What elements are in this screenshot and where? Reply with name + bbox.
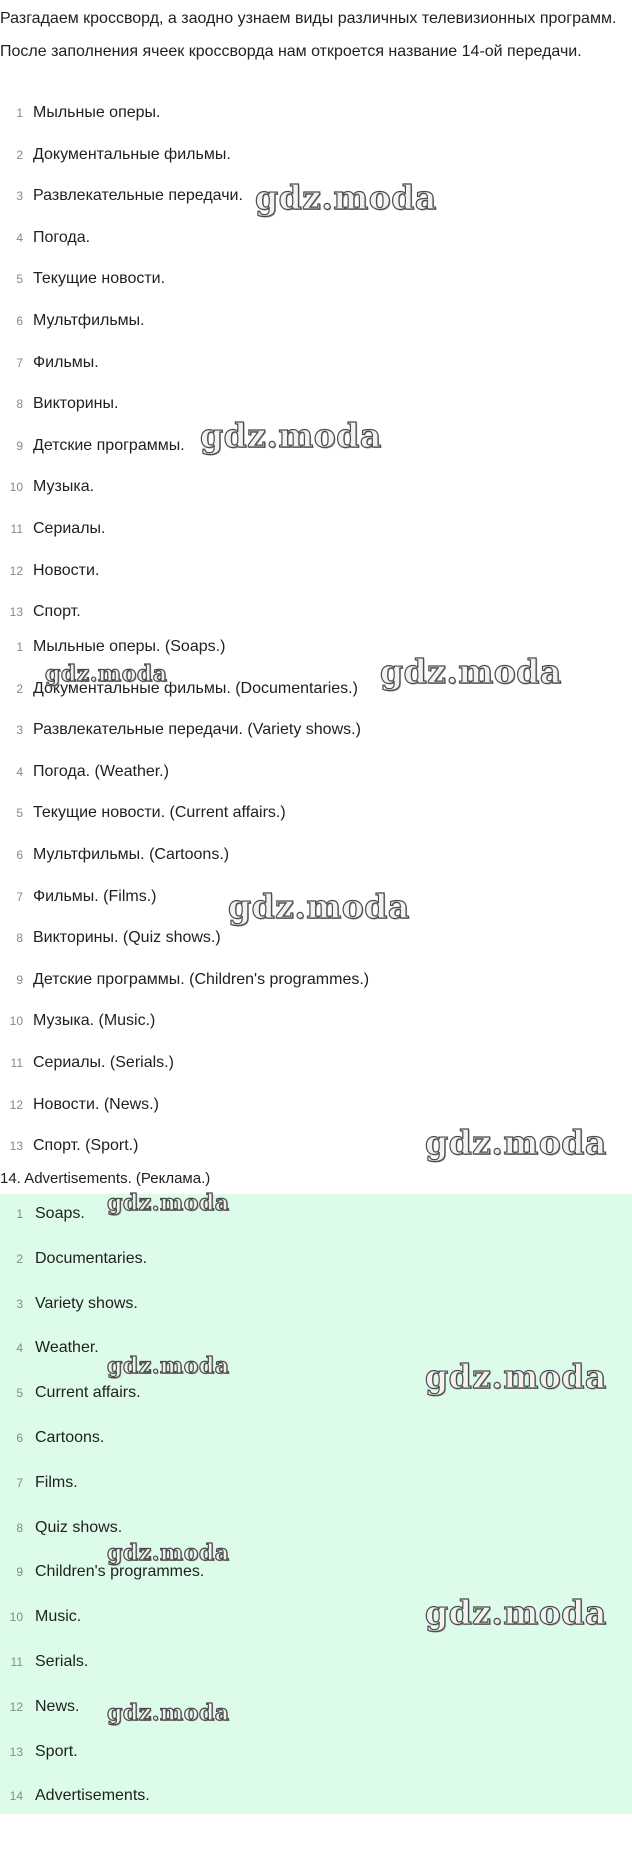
- list-item: [0, 1510, 632, 1555]
- list-item: [0, 630, 632, 672]
- item-text: Sport.: [35, 1742, 78, 1760]
- list-item: [0, 1689, 632, 1734]
- item-number: 13: [9, 605, 23, 620]
- list-item: [0, 179, 632, 221]
- item-text: Развлекательные передачи. (Variety shows.): [33, 721, 361, 739]
- item-text: Викторины.: [33, 395, 119, 413]
- item-text: Погода.: [33, 228, 91, 246]
- crossword-list-russian: [0, 96, 632, 637]
- item-text: Новости. (News.): [33, 1095, 159, 1113]
- list-item: [0, 554, 632, 596]
- item-text: Cartoons.: [35, 1428, 105, 1446]
- item-number: 10: [9, 1610, 23, 1625]
- list-item: [0, 387, 632, 429]
- list-item: [0, 346, 632, 388]
- item-number: 6: [16, 313, 23, 328]
- item-text: Викторины. (Quiz shows.): [33, 929, 221, 947]
- item-number: 5: [16, 272, 23, 287]
- watermark: gdz.moda: [107, 1190, 230, 1216]
- list-item: [0, 1734, 632, 1779]
- item-text: Фильмы. (Films.): [33, 887, 157, 905]
- item-text: Музыка. (Music.): [33, 1012, 156, 1030]
- item-text: Weather.: [35, 1339, 99, 1357]
- watermark: gdz.moda: [107, 1700, 230, 1726]
- item-text: Сериалы.: [33, 519, 106, 537]
- list-item: [0, 1286, 632, 1331]
- list-item: [0, 96, 632, 138]
- item-text: Children's programmes.: [35, 1563, 205, 1581]
- list-item: [0, 713, 632, 755]
- list-item: [0, 1241, 632, 1286]
- answer-heading: 14. Advertisements. (Реклама.): [0, 1170, 211, 1187]
- item-number: 10: [9, 1014, 23, 1029]
- list-item: [0, 1375, 632, 1420]
- watermark: gdz.moda: [255, 178, 437, 217]
- list-item: [0, 221, 632, 263]
- list-item: [0, 963, 632, 1005]
- list-item: [0, 796, 632, 838]
- list-item: [0, 921, 632, 963]
- crossword-answer-list: [0, 1196, 632, 1823]
- list-item: [0, 1778, 632, 1823]
- item-number: 2: [16, 1251, 23, 1266]
- item-text: Детские программы. (Children's programmes.): [33, 970, 370, 988]
- item-text: Сериалы. (Serials.): [33, 1053, 174, 1071]
- list-item: [0, 672, 632, 714]
- item-text: Documentaries.: [35, 1249, 148, 1267]
- item-text: Новости.: [33, 561, 100, 579]
- item-number: 4: [16, 230, 23, 245]
- item-number: 7: [16, 889, 23, 904]
- crossword-list-bilingual: [0, 630, 632, 1171]
- list-item: [0, 1004, 632, 1046]
- item-number: 10: [9, 480, 23, 495]
- item-text: Current affairs.: [35, 1384, 141, 1402]
- watermark: gdz.moda: [45, 661, 168, 687]
- list-item: [0, 470, 632, 512]
- item-text: Films.: [35, 1473, 78, 1491]
- item-number: 11: [10, 1654, 23, 1669]
- item-text: Погода. (Weather.): [33, 762, 169, 780]
- item-text: Спорт.: [33, 603, 81, 621]
- watermark: gdz.moda: [425, 1593, 607, 1632]
- item-text: Документальные фильмы.: [33, 145, 231, 163]
- watermark: gdz.moda: [228, 887, 410, 926]
- item-number: 5: [16, 1386, 23, 1401]
- item-number: 12: [9, 1097, 23, 1112]
- item-text: Развлекательные передачи.: [33, 187, 243, 205]
- item-text: Текущие новости.: [33, 270, 166, 288]
- item-text: Advertisements.: [35, 1787, 150, 1805]
- item-number: 3: [16, 189, 23, 204]
- list-item: [0, 1599, 632, 1644]
- item-text: Мыльные оперы. (Soaps.): [33, 638, 226, 655]
- item-number: 9: [16, 972, 23, 987]
- list-item: [0, 429, 632, 471]
- list-item: [0, 1330, 632, 1375]
- item-number: 3: [16, 723, 23, 738]
- list-item: [0, 1046, 632, 1088]
- list-item: [0, 838, 632, 880]
- item-number: 1: [16, 1207, 23, 1221]
- watermark: gdz.moda: [107, 1540, 230, 1566]
- item-number: 9: [16, 438, 23, 453]
- list-item: [0, 304, 632, 346]
- item-text: Variety shows.: [35, 1294, 138, 1312]
- item-number: 13: [9, 1744, 23, 1759]
- item-number: 4: [16, 1341, 23, 1356]
- item-number: 6: [16, 1430, 23, 1445]
- item-text: Мультфильмы. (Cartoons.): [33, 845, 230, 863]
- item-number: 8: [16, 1520, 23, 1535]
- item-number: 9: [16, 1565, 23, 1580]
- item-number: 1: [16, 106, 23, 120]
- item-number: 6: [16, 847, 23, 862]
- item-number: 11: [10, 521, 23, 536]
- item-text: Мыльные оперы.: [33, 104, 161, 121]
- item-number: 13: [9, 1139, 23, 1154]
- list-item: [0, 1420, 632, 1465]
- item-text: Serials.: [35, 1652, 89, 1670]
- watermark: gdz.moda: [380, 652, 562, 691]
- list-item: [0, 1465, 632, 1510]
- item-text: Документальные фильмы. (Documentaries.): [33, 679, 358, 697]
- list-item: [0, 1088, 632, 1130]
- item-text: News.: [35, 1697, 80, 1715]
- list-item: [0, 512, 632, 554]
- item-text: Детские программы.: [33, 436, 185, 454]
- item-text: Текущие новости. (Current affairs.): [33, 804, 286, 822]
- list-item: [0, 1129, 632, 1171]
- item-number: 4: [16, 764, 23, 779]
- item-text: Soaps.: [35, 1205, 85, 1222]
- intro-paragraph: Разгадаем кроссворд, а заодно узнаем виды различных телевизионных программ. После заполнения ячеек кроссворда нам откроется название 14-ой передачи.: [0, 10, 617, 60]
- list-item: [0, 1644, 632, 1689]
- item-number: 12: [9, 1699, 23, 1714]
- watermark: gdz.moda: [425, 1357, 607, 1396]
- list-item: [0, 138, 632, 180]
- item-number: 7: [16, 355, 23, 370]
- item-number: 7: [16, 1475, 23, 1490]
- watermark: gdz.moda: [200, 416, 382, 455]
- item-number: 5: [16, 806, 23, 821]
- item-number: 2: [16, 681, 23, 696]
- item-text: Music.: [35, 1608, 82, 1626]
- item-number: 14: [9, 1789, 23, 1804]
- item-text: Мультфильмы.: [33, 311, 145, 329]
- item-text: Quiz shows.: [35, 1518, 123, 1536]
- item-number: 2: [16, 147, 23, 162]
- list-item: [0, 1196, 632, 1241]
- list-item: [0, 755, 632, 797]
- item-number: 12: [9, 563, 23, 578]
- list-item: [0, 880, 632, 922]
- item-number: 8: [16, 931, 23, 946]
- list-item: [0, 1554, 632, 1599]
- item-number: 3: [16, 1296, 23, 1311]
- watermark: gdz.moda: [107, 1353, 230, 1379]
- list-item: [0, 262, 632, 304]
- item-text: Спорт. (Sport.): [33, 1137, 139, 1155]
- item-number: 1: [16, 640, 23, 654]
- item-text: Фильмы.: [33, 353, 99, 371]
- item-number: 8: [16, 397, 23, 412]
- item-number: 11: [10, 1055, 23, 1070]
- watermark: gdz.moda: [425, 1123, 607, 1162]
- item-text: Музыка.: [33, 478, 95, 496]
